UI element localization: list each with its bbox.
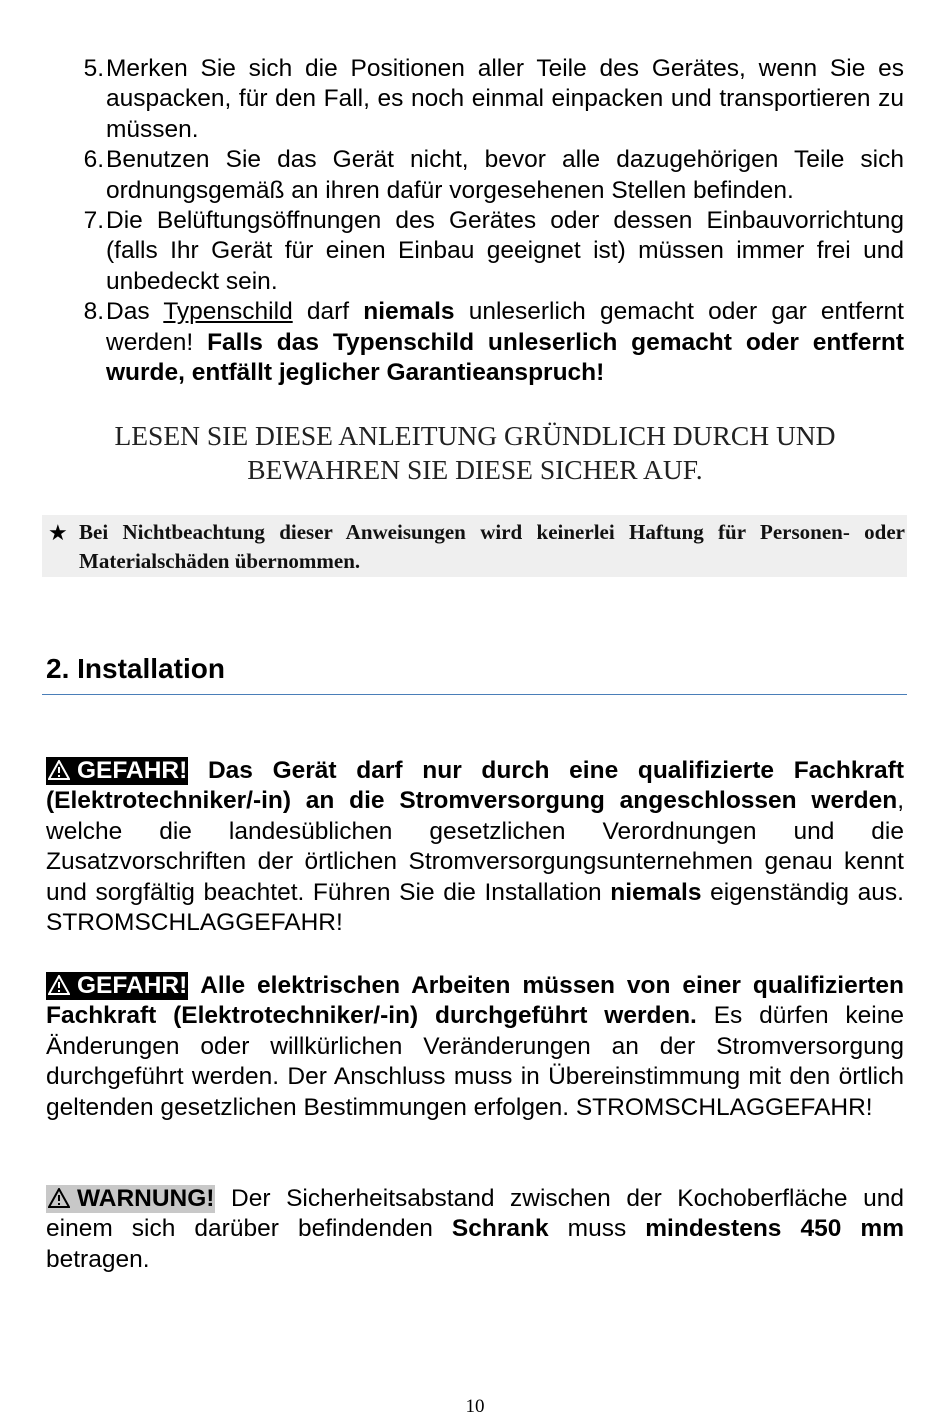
section-divider	[42, 694, 907, 695]
list-text: Die Belüftungsöffnungen des Gerätes oder dessen Einbauvorrichtung (falls Ihr Gerät für einen Einbau geeignet ist) müssen immer frei und unbedeckt sein.	[106, 207, 904, 295]
list-text: Merken Sie sich die Positionen aller Teile des Gerätes, wenn Sie es auspacken, für den Fall, es noch einmal einpacken und transportieren zu müssen.	[106, 55, 904, 143]
section-heading: 2. Installation	[46, 653, 225, 684]
danger-badge	[46, 972, 188, 1000]
emphasis: Schrank	[451, 1215, 549, 1243]
danger-badge	[46, 757, 188, 785]
text-run: Der Sicherheitsabstand zwischen der Kochoberfläche und einem sich darüber befindenden	[46, 1185, 904, 1243]
list-item	[46, 206, 904, 297]
list-number: 7.	[83, 207, 104, 235]
text-run: , welche die landesüblichen gesetzlichen Verordnungen und die Zusatzvorschriften der örtlichen Stromversorgungsunternehmen genau kennt und sorgfältig beachtet. Führen Sie die Installation	[46, 787, 904, 906]
typenschild-term: Typenschild	[163, 298, 293, 326]
warning-triangle-icon	[48, 760, 70, 780]
page-number: 10	[465, 1396, 485, 1417]
badge-label: GEFAHR!	[77, 972, 188, 999]
warning-triangle-icon	[48, 975, 70, 995]
safety-list	[46, 54, 904, 388]
text-run: Das	[106, 298, 164, 326]
list-number: 8.	[83, 298, 104, 326]
list-number: 5.	[83, 55, 104, 82]
danger-paragraph	[46, 756, 904, 938]
list-number: 6.	[83, 146, 104, 174]
text-run: betragen.	[46, 1245, 150, 1273]
list-text	[106, 297, 904, 388]
text-run: unleserlich gemacht oder gar entfernt werden!	[106, 298, 904, 356]
danger-bold-text: Alle elektrischen Arbeiten müssen von einer qualifizierten Fachkraft (Elektrotechniker/-in) durchgeführt werden.	[46, 972, 904, 1030]
emphasis: mindestens 450 mm	[645, 1215, 904, 1243]
read-instructions-notice	[46, 419, 904, 487]
danger-bold-text: Das Gerät darf nur durch eine qualifizierte Fachkraft (Elektrotechniker/-in) an die Stromversorgung angeschlossen werden	[46, 757, 904, 815]
notice-line: LESEN SIE DIESE ANLEITUNG GRÜNDLICH DURCH UND	[114, 420, 836, 451]
badge-label: WARNUNG!	[77, 1185, 215, 1212]
list-item	[46, 297, 904, 388]
text-run: muss	[548, 1215, 646, 1243]
warning-paragraph	[46, 1184, 904, 1275]
list-item	[46, 145, 904, 206]
text-run: eigenständig aus. STROMSCHLAGGEFAHR!	[46, 878, 904, 937]
star-icon: ★	[48, 520, 68, 545]
warning-triangle-icon	[48, 1188, 70, 1208]
text-run: Es dürfen keine Änderungen oder willkürlichen Veränderungen an der Stromversorgung durchgeführt werden. Der Anschluss muss in Übereinstimmung mit den örtlich geltenden gesetzlichen Bestimmungen erfolgen. STROMSCHLAGGEFAHR!	[46, 1002, 904, 1121]
warning-badge	[46, 1185, 215, 1213]
emphasis: niemals	[363, 298, 455, 326]
danger-paragraph	[46, 971, 904, 1123]
list-item	[46, 54, 904, 145]
liability-box	[42, 515, 907, 577]
emphasis: niemals	[610, 878, 702, 906]
notice-line: BEWAHREN SIE DIESE SICHER AUF.	[247, 454, 703, 485]
list-text: Benutzen Sie das Gerät nicht, bevor alle dazugehörigen Teile sich ordnungsgemäß an ihren dafür vorgesehenen Stellen befinden.	[106, 146, 904, 204]
liability-text: Bei Nichtbeachtung dieser Anweisungen wird keinerlei Haftung für Personen- oder Materialschäden übernommen.	[79, 520, 905, 573]
badge-label: GEFAHR!	[77, 757, 188, 784]
text-run: darf	[292, 298, 364, 326]
guarantee-warning: Falls das Typenschild unleserlich gemacht oder entfernt wurde, entfällt jeglicher Garantieanspruch!	[106, 328, 905, 387]
